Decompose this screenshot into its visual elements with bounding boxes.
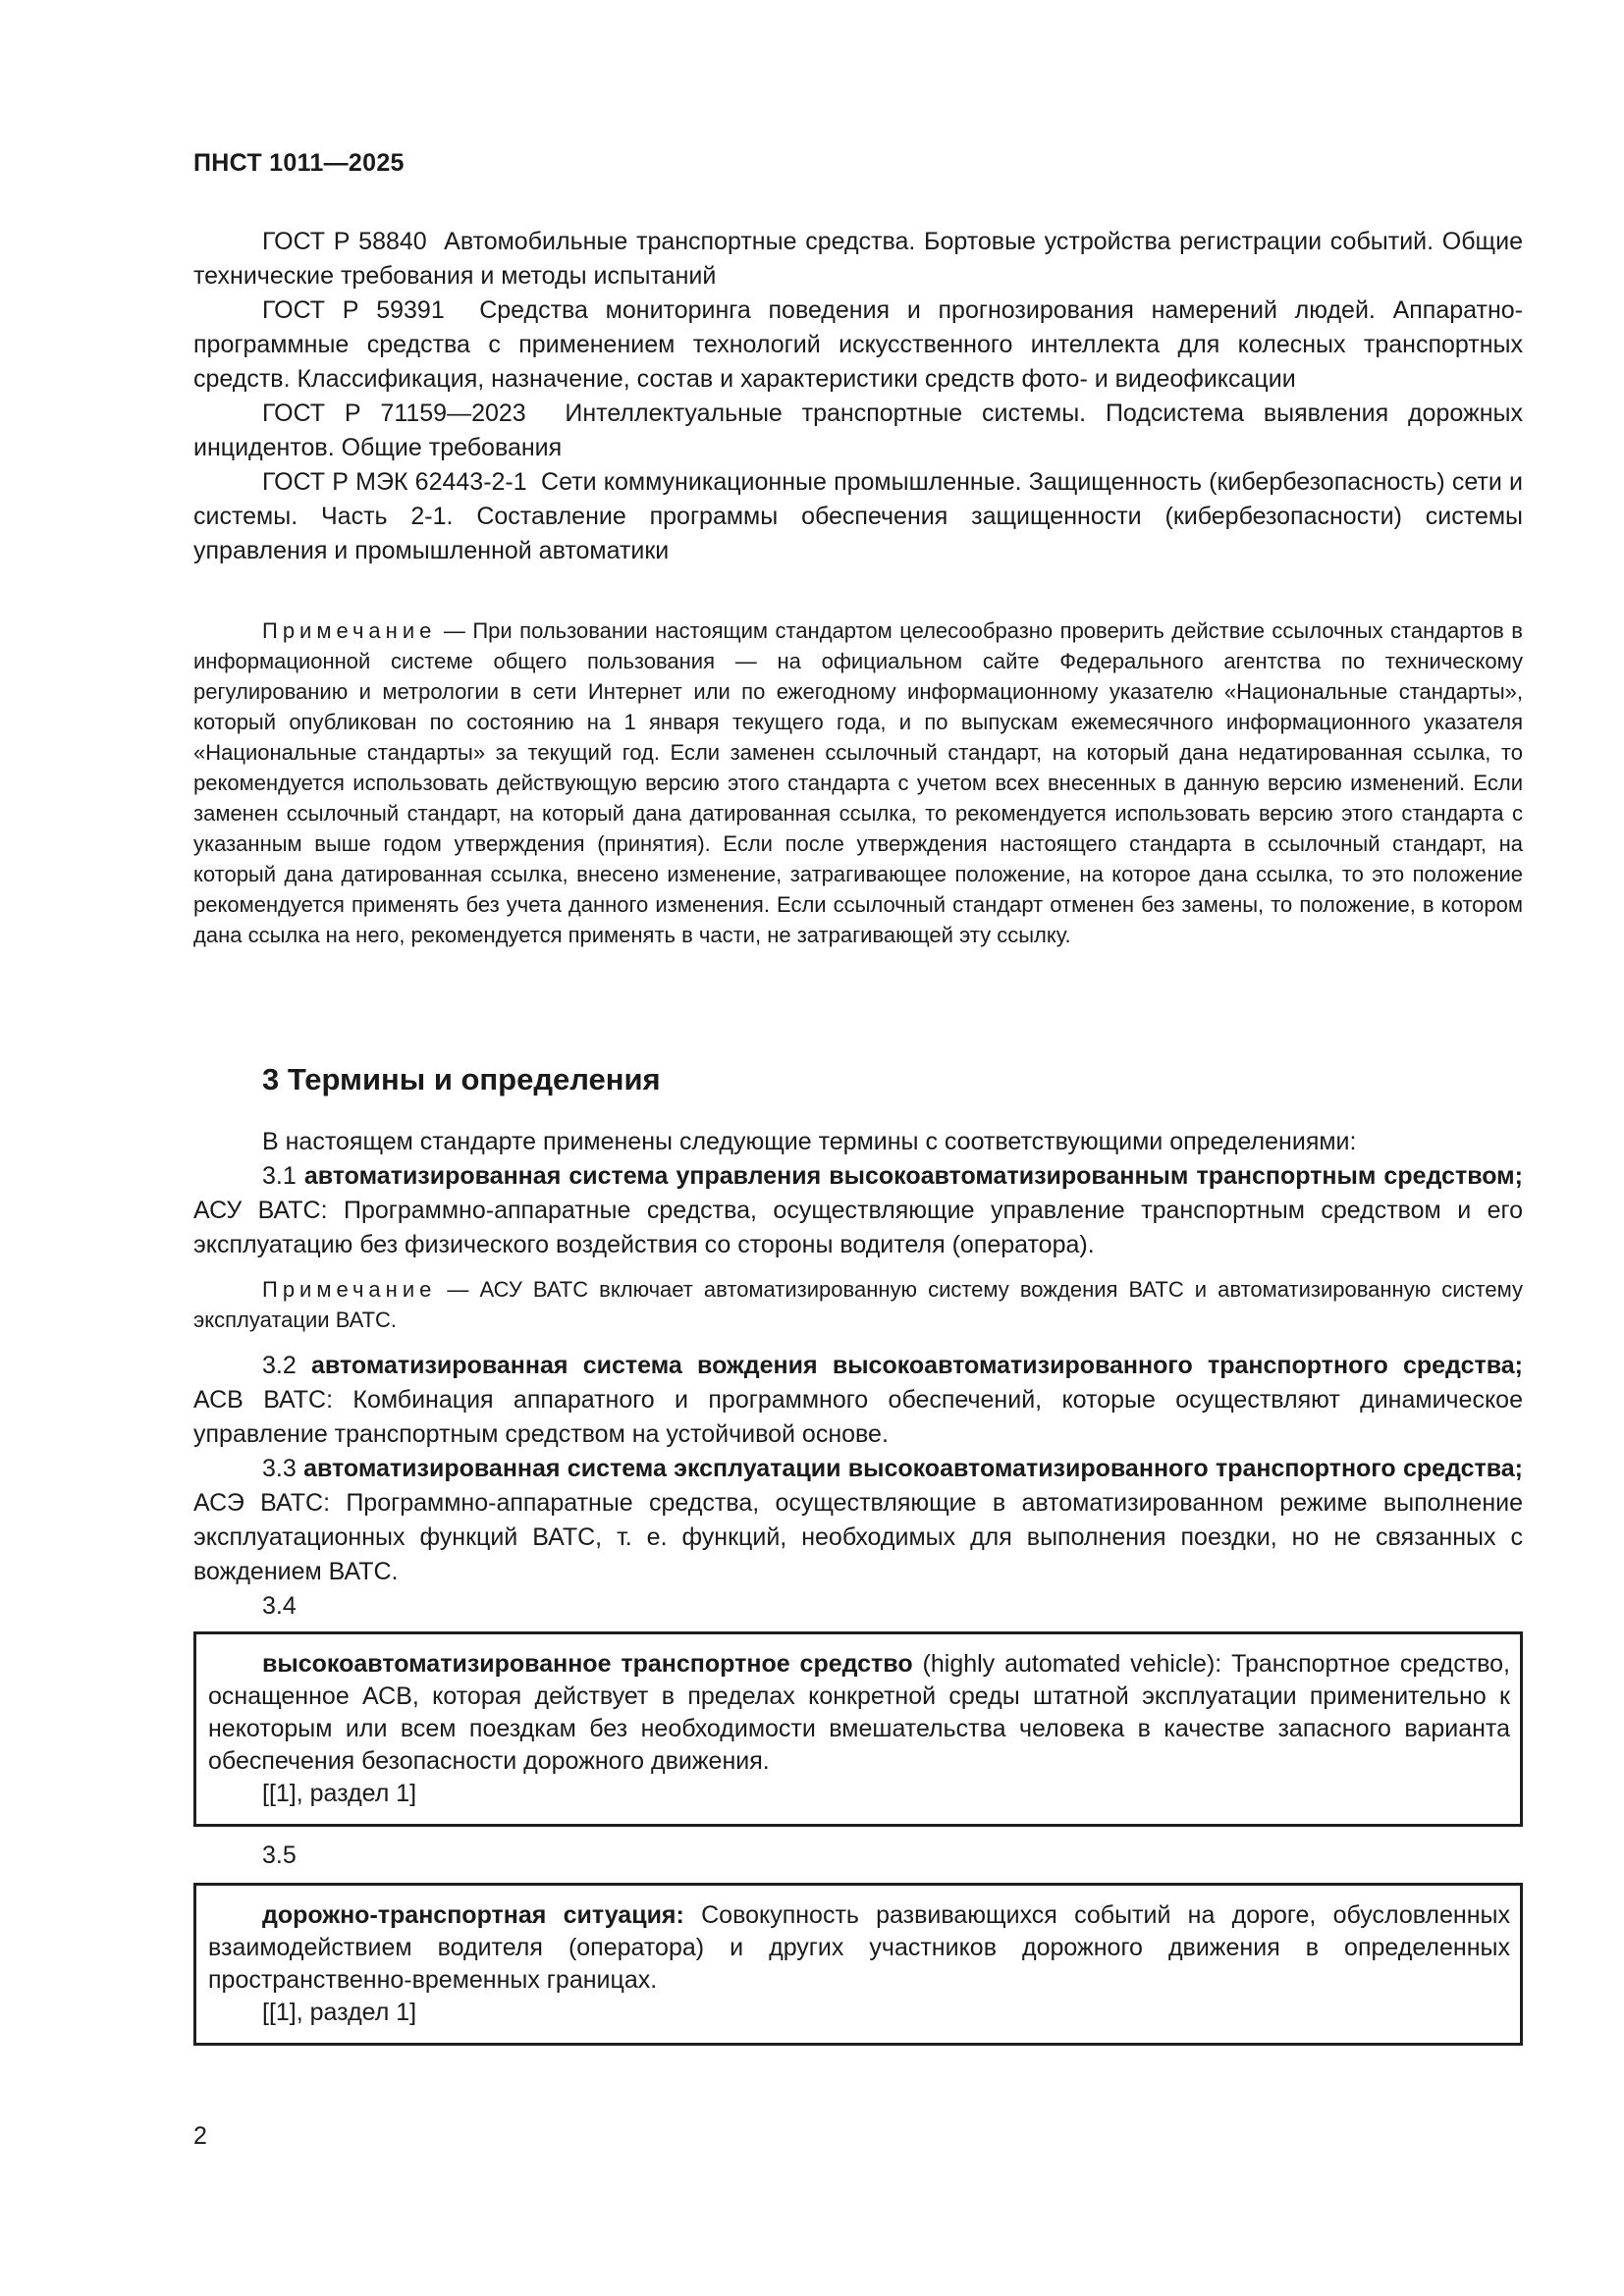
normative-references — [193, 225, 1523, 568]
reference-title: Сети коммуникационные промышленные. Защищенность (кибербезопасность) сети и системы. Часть 2-1. Составление программы обеспечения защищенности (кибербезопасности) системы управления и промышленной автоматики — [193, 468, 1523, 564]
term-number: 3.1 — [262, 1162, 297, 1190]
reference-item — [193, 294, 1523, 397]
term-3-1 — [193, 1159, 1523, 1262]
term-name: автоматизированная система вождения высокоавтоматизированного транспортного средства; — [311, 1352, 1523, 1379]
section-heading — [193, 1062, 1523, 1097]
term-name: высокоавтоматизированное транспортное средство — [262, 1650, 913, 1678]
reference-item — [193, 397, 1523, 465]
term-3-4-box — [193, 1631, 1523, 1827]
reference-code: ГОСТ Р 71159—2023 — [262, 400, 526, 427]
term-number: 3.2 — [262, 1352, 297, 1379]
term-source: [[1], раздел 1] — [262, 1999, 417, 2026]
term-source: [[1], раздел 1] — [262, 1780, 417, 1807]
reference-title: Интеллектуальные транспортные системы. Подсистема выявления дорожных инцидентов. Общие требования — [193, 400, 1523, 461]
reference-code: ГОСТ Р 59391 — [262, 296, 445, 324]
term-number: 3.3 — [262, 1455, 297, 1482]
term-name: автоматизированная система эксплуатации высокоавтоматизированного транспортного средства; — [303, 1455, 1523, 1482]
term-3-2 — [193, 1349, 1523, 1452]
term-definition: Совокупность развивающихся событий на дороге, обусловленных взаимодействием водителя (оператора) и других участников дорожного движения в определенных пространственно-временных границах. — [208, 1901, 1511, 1994]
term-3-4-number: 3.4 — [262, 1592, 297, 1620]
section-body — [193, 1125, 1523, 2046]
term-definition: АСЭ ВАТС: Программно-аппаратные средства, осуществляющие в автоматизированном режиме выполнение эксплуатационных функций ВАТС, т. е. функций, необходимых для выполнения поездки, но не связанных с вождением ВАТС. — [193, 1489, 1523, 1585]
term-3-3 — [193, 1452, 1523, 1589]
note-text: — При пользовании настоящим стандартом целесообразно проверить действие ссылочных стандартов в информационной системе общего пользования — на официальном сайте Федерального агентства по техническому регулированию и метрологии в сети Интернет или по ежегодному информационному указателю «Национальные стандарты», который опубликован по состоянию на 1 января текущего года, и по выпускам ежемесячного информационного указателя «Национальные стандарты» за текущий год. Если заменен ссылочный стандарт, на который дана недатированная ссылка, то рекомендуется использовать действующую версию этого стандарта с учетом всех внесенных в данную версию изменений. Если заменен ссылочный стандарт, на который дана датированная ссылка, то рекомендуется использовать версию этого стандарта с указанным выше годом утверждения (принятия). Если после утверждения настоящего стандарта в ссылочный стандарт, на который дана датированная ссылка, внесено изменение, затрагивающее положение, на которое дана ссылка, то это положение рекомендуется применять без учета данного изменения. Если ссылочный стандарт отменен без замены, то положение, в котором дана ссылка на него, рекомендуется применять в части, не затрагивающей эту ссылку. — [193, 618, 1523, 947]
reference-item — [193, 225, 1523, 294]
term-name: автоматизированная система управления высокоавтоматизированным транспортным средством; — [303, 1162, 1523, 1190]
reference-code: ГОСТ Р МЭК 62443-2-1 — [262, 468, 527, 496]
term-3-5-box — [193, 1883, 1523, 2046]
term-name: дорожно-транспортная ситуация: — [262, 1901, 684, 1929]
section-title: 3 Термины и определения — [262, 1062, 661, 1096]
note-label: Примечание — [262, 1277, 437, 1302]
term-3-5-number: 3.5 — [262, 1842, 297, 1869]
term-definition: (highly automated vehicle): Транспортное средство, оснащенное АСВ, которая действует в пределах конкретной среды штатной эксплуатации применительно к некоторым или всем поездкам без необходимости вмешательства человека в качестве запасного варианта обеспечения безопасности дорожного движения. — [208, 1650, 1510, 1775]
note-label: Примечание — [262, 618, 437, 643]
document-header: ПНСТ 1011—2025 — [193, 149, 405, 177]
term-3-1-note — [193, 1274, 1523, 1335]
reference-title: Средства мониторинга поведения и прогнозирования намерений людей. Аппаратно-программные средства с применением технологий искусственного интеллекта для колесных транспортных средств. Классификация, назначение, состав и характеристики средств фото- и видеофиксации — [193, 296, 1523, 393]
references-note — [193, 615, 1523, 950]
reference-item — [193, 465, 1523, 568]
section-intro: В настоящем стандарте применены следующие термины с соответствующими определениями: — [262, 1128, 1357, 1155]
reference-code: ГОСТ Р 58840 — [262, 228, 427, 255]
page-number: 2 — [193, 2122, 207, 2150]
term-definition: АСВ ВАТС: Комбинация аппаратного и программного обеспечений, которые осуществляют динамическое управление транспортным средством на устойчивой основе. — [193, 1386, 1523, 1448]
note-text: — АСУ ВАТС включает автоматизированную систему вождения ВАТС и автоматизированную систему эксплуатации ВАТС. — [193, 1277, 1523, 1332]
term-definition: АСУ ВАТС: Программно-аппаратные средства, осуществляющие управление транспортным средством и его эксплуатацию без физического воздействия со стороны водителя (оператора). — [193, 1197, 1523, 1258]
reference-title: Автомобильные транспортные средства. Бортовые устройства регистрации событий. Общие технические требования и методы испытаний — [193, 228, 1523, 290]
